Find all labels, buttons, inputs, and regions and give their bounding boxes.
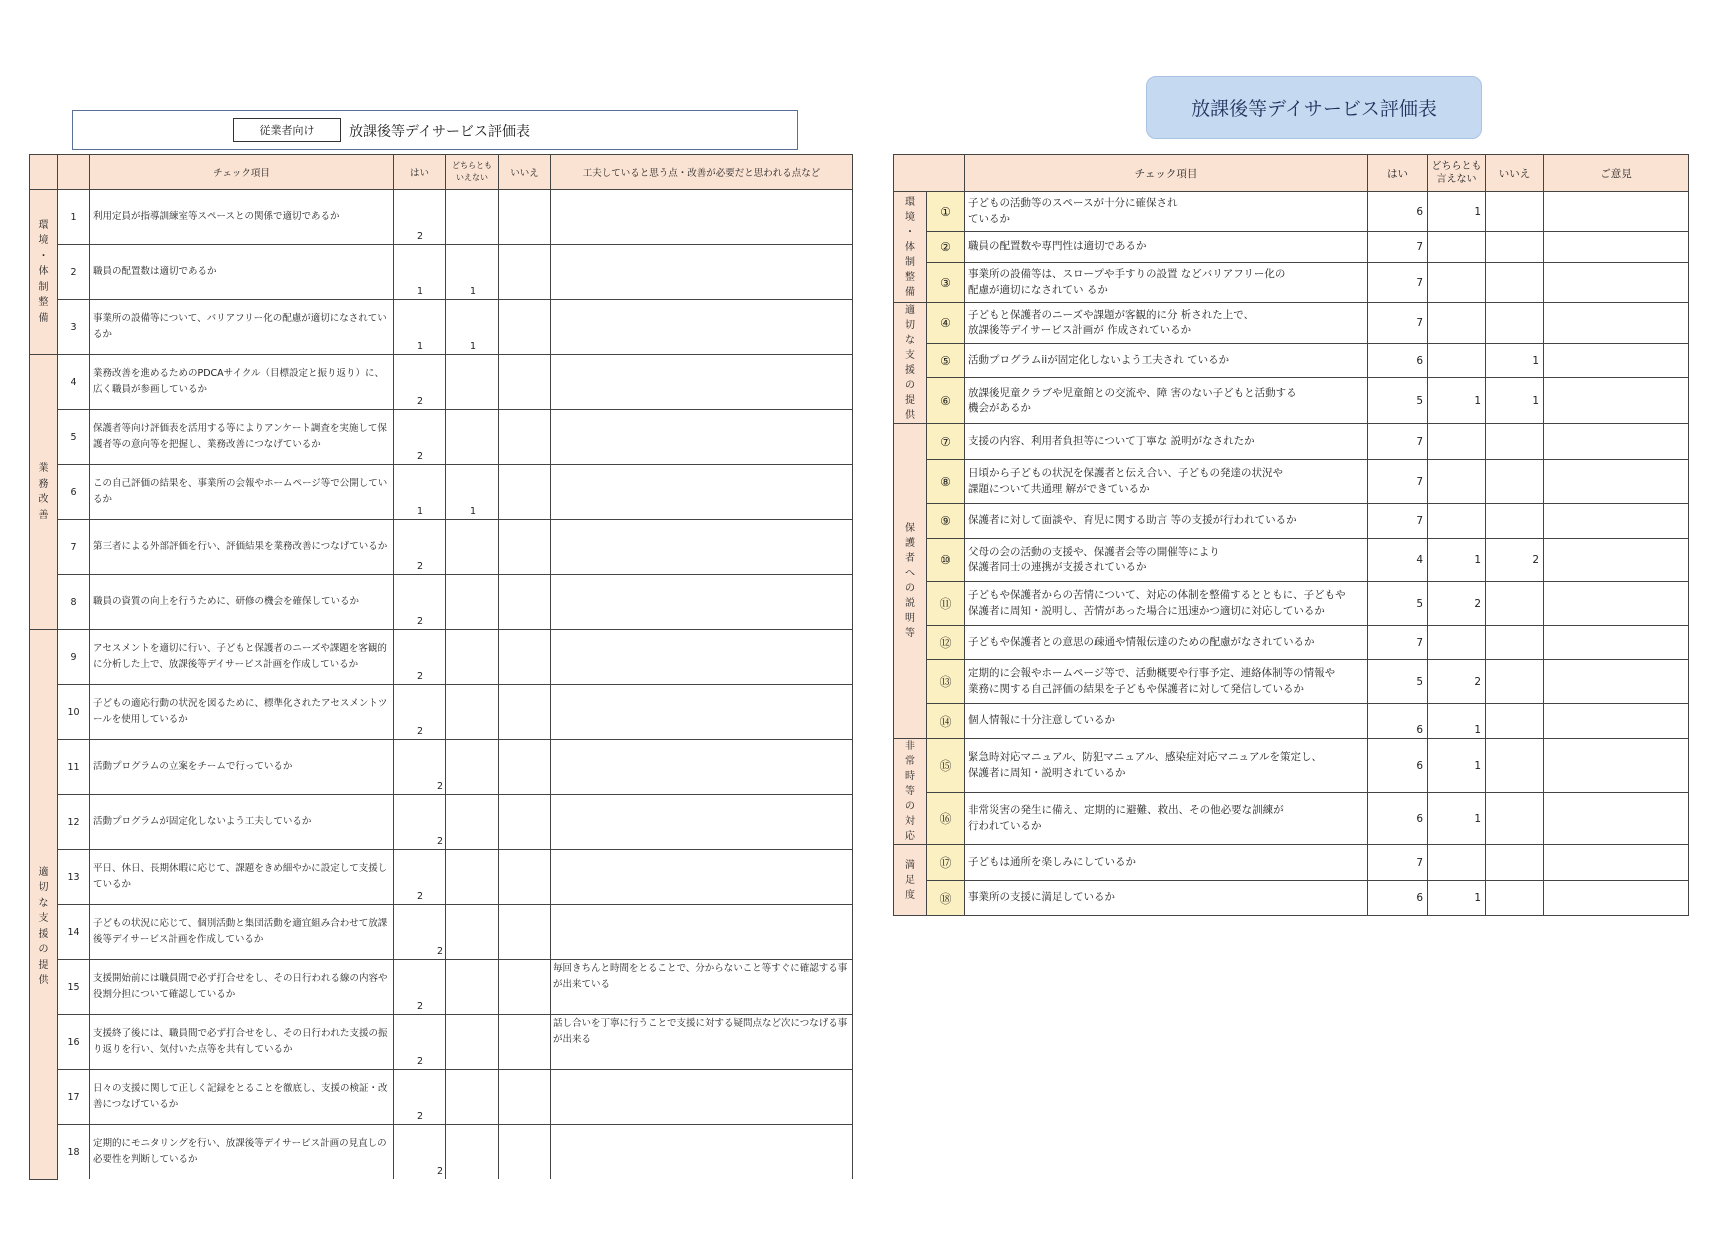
yes-count: 1 (394, 300, 446, 355)
yes-count: 2 (394, 685, 446, 740)
no-count (1486, 881, 1544, 916)
parent-sheet-title: 放課後等デイサービス評価表 (1146, 76, 1482, 139)
category-label: 保 護 者 へ の 説 明 等 (894, 424, 927, 739)
comment-cell (551, 245, 853, 300)
yes-count: 6 (1368, 793, 1428, 845)
neither-count: 1 (1428, 704, 1486, 739)
check-item-text: 平日、休日、長期休暇に応じて、課題をきめ細やかに設定して支援しているか (90, 850, 394, 905)
row-number: ⑪ (927, 582, 965, 626)
comment-cell (551, 850, 853, 905)
opinion-cell (1544, 881, 1689, 916)
category-header (894, 155, 965, 192)
opinion-cell (1544, 845, 1689, 881)
row-number: ⑮ (927, 739, 965, 793)
comment-cell (551, 905, 853, 960)
table-row (30, 740, 853, 795)
no-count (499, 300, 551, 355)
neither-count (446, 575, 499, 630)
row-number: 14 (58, 905, 90, 960)
table-row (894, 460, 1689, 504)
opinion-cell (1544, 460, 1689, 504)
row-number: 18 (58, 1125, 90, 1180)
table-row (30, 1070, 853, 1125)
row-number: 13 (58, 850, 90, 905)
no-count (499, 1015, 551, 1070)
row-number: ⑥ (927, 378, 965, 424)
table-row (30, 245, 853, 300)
table-row (894, 378, 1689, 424)
check-item-text: 活動プログラムが固定化しないよう工夫しているか (90, 795, 394, 850)
table-row (894, 539, 1689, 582)
table-row (894, 582, 1689, 626)
staff-evaluation-table (29, 154, 853, 1180)
no-count (1486, 739, 1544, 793)
neither-count: 2 (1428, 582, 1486, 626)
row-number: ⑩ (927, 539, 965, 582)
row-number: ⑱ (927, 881, 965, 916)
opinion-cell (1544, 303, 1689, 344)
no-header: いいえ (1486, 155, 1544, 192)
row-number: 9 (58, 630, 90, 685)
neither-count (446, 355, 499, 410)
neither-header: どちらとも 言えない (1428, 155, 1486, 192)
category-label: 環 境 ・ 体 制 整 備 (30, 190, 58, 355)
no-count (499, 355, 551, 410)
yes-count: 7 (1368, 504, 1428, 539)
neither-count (446, 795, 499, 850)
table-row (894, 704, 1689, 739)
table-row (30, 190, 853, 245)
yes-header: はい (394, 155, 446, 190)
row-number: 1 (58, 190, 90, 245)
check-item-text: アセスメントを適切に行い、子どもと保護者のニーズや課題を客観的に分析した上で、放課後等デイサービス計画を作成しているか (90, 630, 394, 685)
opinion-cell (1544, 344, 1689, 378)
opinion-cell (1544, 582, 1689, 626)
table-row (894, 192, 1689, 232)
neither-count (446, 190, 499, 245)
check-item-text: 定期的にモニタリングを行い、放課後等デイサービス計画の見直しの必要性を判断しているか (90, 1125, 394, 1180)
comment-cell (551, 740, 853, 795)
check-item-text: 個人情報に十分注意しているか (965, 704, 1368, 739)
opinion-cell (1544, 704, 1689, 739)
yes-count: 4 (1368, 539, 1428, 582)
check-item-text: 非常災害の発生に備え、定期的に避難、救出、その他必要な訓練が 行われているか (965, 793, 1368, 845)
no-count (499, 1125, 551, 1180)
no-count (1486, 660, 1544, 704)
check-item-text: 子どもの適応行動の状況を図るために、標準化されたアセスメントツールを使用しているか (90, 685, 394, 740)
table-header-row (894, 155, 1689, 192)
staff-header-box (72, 110, 798, 150)
row-number: 5 (58, 410, 90, 465)
yes-count: 6 (1368, 739, 1428, 793)
row-number: ⑯ (927, 793, 965, 845)
audience-tag: 従業者向け (233, 118, 341, 142)
table-row (30, 410, 853, 465)
yes-count: 7 (1368, 232, 1428, 263)
row-number: ⑫ (927, 626, 965, 660)
no-count (499, 905, 551, 960)
comment-cell (551, 300, 853, 355)
neither-count: 1 (1428, 192, 1486, 232)
table-row (894, 881, 1689, 916)
table-row (894, 626, 1689, 660)
check-item-text: 事業所の支援に満足しているか (965, 881, 1368, 916)
check-item-text: 活動プログラムの立案をチームで行っているか (90, 740, 394, 795)
yes-count: 2 (394, 1015, 446, 1070)
yes-count: 2 (394, 960, 446, 1015)
no-count (1486, 263, 1544, 303)
category-label: 非 常 時 等 の 対 応 (894, 739, 927, 845)
opinion-cell (1544, 539, 1689, 582)
no-count (1486, 582, 1544, 626)
opinion-cell (1544, 378, 1689, 424)
opinion-cell (1544, 793, 1689, 845)
no-count (499, 960, 551, 1015)
neither-count: 1 (1428, 539, 1486, 582)
category-header (30, 155, 58, 190)
table-row (894, 344, 1689, 378)
yes-header: はい (1368, 155, 1428, 192)
table-header-row (30, 155, 853, 190)
yes-count: 7 (1368, 303, 1428, 344)
comment-cell (551, 575, 853, 630)
row-number: ⑤ (927, 344, 965, 378)
no-count: 2 (1486, 539, 1544, 582)
yes-count: 7 (1368, 263, 1428, 303)
check-item-text: 子どもや保護者との意思の疎通や情報伝達のための配慮がなされているか (965, 626, 1368, 660)
neither-count: 1 (1428, 881, 1486, 916)
comment-cell (551, 685, 853, 740)
yes-count: 2 (394, 190, 446, 245)
neither-count (1428, 504, 1486, 539)
check-item-text: 日々の支援に関して正しく記録をとることを徹底し、支援の検証・改善につなげているか (90, 1070, 394, 1125)
opinion-cell (1544, 424, 1689, 460)
neither-count (446, 740, 499, 795)
yes-count: 6 (1368, 192, 1428, 232)
neither-count (1428, 424, 1486, 460)
check-item-text: 放課後児童クラブや児童館との交流や、障 害のない子どもと活動する 機会があるか (965, 378, 1368, 424)
neither-count: 1 (446, 245, 499, 300)
number-header (58, 155, 90, 190)
yes-count: 5 (1368, 378, 1428, 424)
neither-count: 2 (1428, 660, 1486, 704)
opinion-cell (1544, 192, 1689, 232)
table-row (894, 263, 1689, 303)
table-row (894, 845, 1689, 881)
no-count (499, 1070, 551, 1125)
opinion-cell (1544, 504, 1689, 539)
check-item-header: チェック項目 (965, 155, 1368, 192)
comment-cell: 毎回きちんと時間をとることで、分からないこと等すぐに確認する事が出来ている (551, 960, 853, 1015)
table-row (30, 905, 853, 960)
no-count (1486, 793, 1544, 845)
category-label: 適 切 な 支 援 の 提 供 (894, 303, 927, 424)
check-item-text: 支援の内容、利用者負担等について丁寧な 説明がなされたか (965, 424, 1368, 460)
comment-cell: 話し合いを丁寧に行うことで支援に対する疑問点など次につなげる事が出来る (551, 1015, 853, 1070)
table-row (894, 660, 1689, 704)
neither-count: 1 (1428, 378, 1486, 424)
row-number: 6 (58, 465, 90, 520)
no-count: 1 (1486, 378, 1544, 424)
neither-count (446, 850, 499, 905)
parent-evaluation-table (893, 154, 1689, 916)
category-label: 業 務 改 善 (30, 355, 58, 630)
comment-cell (551, 795, 853, 850)
neither-count (446, 630, 499, 685)
yes-count: 7 (1368, 845, 1428, 881)
check-item-text: 第三者による外部評価を行い、評価結果を業務改善につなげているか (90, 520, 394, 575)
opinion-cell (1544, 739, 1689, 793)
neither-count (446, 685, 499, 740)
check-item-text: 職員の資質の向上を行うために、研修の機会を確保しているか (90, 575, 394, 630)
row-number: 2 (58, 245, 90, 300)
check-item-text: 支援終了後には、職員間で必ず打合せをし、その日行われた支援の振り返りを行い、気付いた点等を共有しているか (90, 1015, 394, 1070)
table-row (30, 465, 853, 520)
yes-count: 2 (394, 905, 446, 960)
no-count (499, 740, 551, 795)
check-item-text: 事業所の設備等について、バリアフリー化の配慮が適切になされているか (90, 300, 394, 355)
table-row (30, 355, 853, 410)
check-item-header: チェック項目 (90, 155, 394, 190)
no-count (1486, 845, 1544, 881)
neither-count (446, 520, 499, 575)
no-count (499, 520, 551, 575)
no-count (1486, 232, 1544, 263)
yes-count: 2 (394, 1125, 446, 1180)
neither-count (446, 1070, 499, 1125)
row-number: 8 (58, 575, 90, 630)
row-number: 17 (58, 1070, 90, 1125)
check-item-text: 保護者等向け評価表を活用する等によりアンケート調査を実施して保護者等の意向等を把握し、業務改善につなげているか (90, 410, 394, 465)
no-count (1486, 303, 1544, 344)
yes-count: 6 (1368, 704, 1428, 739)
yes-count: 2 (394, 795, 446, 850)
comment-cell (551, 1070, 853, 1125)
row-number: 11 (58, 740, 90, 795)
check-item-text: 子どもや保護者からの苦情について、対応の体制を整備するとともに、子どもや 保護者に周知・説明し、苦情があった場合に迅速かつ適切に対応しているか (965, 582, 1368, 626)
check-item-text: 事業所の設備等は、スロープや手すりの設置 などバリアフリー化の 配慮が適切になされてい るか (965, 263, 1368, 303)
row-number: 4 (58, 355, 90, 410)
yes-count: 7 (1368, 424, 1428, 460)
no-count (499, 190, 551, 245)
neither-count (446, 905, 499, 960)
table-row (30, 960, 853, 1015)
comment-cell (551, 355, 853, 410)
table-row (30, 685, 853, 740)
neither-count (1428, 460, 1486, 504)
check-item-text: 子どもは通所を楽しみにしているか (965, 845, 1368, 881)
table-row (30, 850, 853, 905)
row-number: ⑧ (927, 460, 965, 504)
opinion-cell (1544, 263, 1689, 303)
table-row (894, 232, 1689, 263)
comment-cell (551, 630, 853, 685)
row-number: 10 (58, 685, 90, 740)
neither-count (1428, 626, 1486, 660)
check-item-text: 子どもの活動等のスペースが十分に確保され ているか (965, 192, 1368, 232)
no-count (499, 410, 551, 465)
neither-count (1428, 344, 1486, 378)
row-number: 7 (58, 520, 90, 575)
table-row (894, 424, 1689, 460)
neither-count (446, 410, 499, 465)
check-item-text: 職員の配置数や専門性は適切であるか (965, 232, 1368, 263)
row-number: ⑰ (927, 845, 965, 881)
opinion-cell (1544, 660, 1689, 704)
table-row (30, 300, 853, 355)
row-number: ① (927, 192, 965, 232)
yes-count: 2 (394, 1070, 446, 1125)
yes-count: 5 (1368, 660, 1428, 704)
no-count (499, 575, 551, 630)
no-count (499, 685, 551, 740)
no-count (499, 630, 551, 685)
row-number: ④ (927, 303, 965, 344)
yes-count: 2 (394, 630, 446, 685)
no-count (499, 245, 551, 300)
check-item-text: 定期的に会報やホームページ等で、活動概要や行事予定、連絡体制等の情報や 業務に関する自己評価の結果を子どもや保護者に対して発信しているか (965, 660, 1368, 704)
neither-count: 1 (1428, 739, 1486, 793)
comment-header: 工夫していると思う点・改善が必要だと思われる点など (551, 155, 853, 190)
comment-cell (551, 520, 853, 575)
check-item-text: 子どもの状況に応じて、個別活動と集団活動を適宜組み合わせて放課後等デイサービス計画を作成しているか (90, 905, 394, 960)
yes-count: 2 (394, 355, 446, 410)
row-number: 3 (58, 300, 90, 355)
comment-cell (551, 1125, 853, 1180)
neither-count (1428, 845, 1486, 881)
yes-count: 7 (1368, 626, 1428, 660)
table-row (894, 793, 1689, 845)
yes-count: 1 (394, 245, 446, 300)
row-number: 15 (58, 960, 90, 1015)
neither-count (446, 1125, 499, 1180)
neither-count: 1 (1428, 793, 1486, 845)
opinion-cell (1544, 626, 1689, 660)
no-count (1486, 704, 1544, 739)
yes-count: 2 (394, 410, 446, 465)
check-item-text: 利用定員が指導訓練室等スペースとの関係で適切であるか (90, 190, 394, 245)
no-count: 1 (1486, 344, 1544, 378)
check-item-text: 活動プログラムiiが固定化しないよう工夫され ているか (965, 344, 1368, 378)
table-row (30, 1125, 853, 1180)
no-header: いいえ (499, 155, 551, 190)
yes-count: 2 (394, 575, 446, 630)
check-item-text: 保護者に対して面談や、育児に関する助言 等の支援が行われているか (965, 504, 1368, 539)
neither-count (446, 1015, 499, 1070)
yes-count: 6 (1368, 881, 1428, 916)
staff-table-body (30, 190, 853, 1180)
row-number: ⑭ (927, 704, 965, 739)
neither-count: 1 (446, 465, 499, 520)
comment-cell (551, 410, 853, 465)
check-item-text: 父母の会の活動の支援や、保護者会等の開催等により 保護者同士の連携が支援されているか (965, 539, 1368, 582)
neither-count (1428, 263, 1486, 303)
comment-cell (551, 190, 853, 245)
yes-count: 7 (1368, 460, 1428, 504)
table-row (894, 504, 1689, 539)
yes-count: 1 (394, 465, 446, 520)
no-count (499, 465, 551, 520)
comment-cell (551, 465, 853, 520)
check-item-text: 支援開始前には職員間で必ず打合せをし、その日行われる線の内容や役割分担について確認しているか (90, 960, 394, 1015)
no-count (1486, 504, 1544, 539)
row-number: ⑦ (927, 424, 965, 460)
category-label: 環 境 ・ 体 制 整 備 (894, 192, 927, 303)
neither-count: 1 (446, 300, 499, 355)
check-item-text: 業務改善を進めるためのPDCAサイクル（目標設定と振り返り）に、広く職員が参画しているか (90, 355, 394, 410)
row-number: 12 (58, 795, 90, 850)
category-label: 満 足 度 (894, 845, 927, 916)
neither-count (446, 960, 499, 1015)
yes-count: 5 (1368, 582, 1428, 626)
row-number: ⑨ (927, 504, 965, 539)
no-count (1486, 424, 1544, 460)
neither-count (1428, 232, 1486, 263)
table-row (894, 739, 1689, 793)
table-row (30, 1015, 853, 1070)
yes-count: 2 (394, 740, 446, 795)
table-row (30, 795, 853, 850)
check-item-text: 職員の配置数は適切であるか (90, 245, 394, 300)
no-count (1486, 626, 1544, 660)
neither-count (1428, 303, 1486, 344)
yes-count: 2 (394, 520, 446, 575)
opinion-header: ご意見 (1544, 155, 1689, 192)
opinion-cell (1544, 232, 1689, 263)
row-number: ② (927, 232, 965, 263)
row-number: 16 (58, 1015, 90, 1070)
table-row (30, 520, 853, 575)
row-number: ③ (927, 263, 965, 303)
neither-header: どちらとも いえない (446, 155, 499, 190)
check-item-text: この自己評価の結果を、事業所の会報やホームページ等で公開しているか (90, 465, 394, 520)
category-label: 適 切 な 支 援 の 提 供 (30, 630, 58, 1180)
table-row (30, 630, 853, 685)
table-row (894, 303, 1689, 344)
check-item-text: 日頃から子どもの状況を保護者と伝え合い、子どもの発達の状況や 課題について共通理 解ができているか (965, 460, 1368, 504)
no-count (1486, 192, 1544, 232)
no-count (499, 795, 551, 850)
parent-table-body (894, 192, 1689, 916)
check-item-text: 緊急時対応マニュアル、防犯マニュアル、感染症対応マニュアルを策定し、 保護者に周知・説明されているか (965, 739, 1368, 793)
no-count (1486, 460, 1544, 504)
row-number: ⑬ (927, 660, 965, 704)
staff-sheet-title: 放課後等デイサービス評価表 (349, 124, 531, 140)
table-row (30, 575, 853, 630)
check-item-text: 子どもと保護者のニーズや課題が客観的に分 析された上で、 放課後等デイサービス計画が 作成されているか (965, 303, 1368, 344)
yes-count: 2 (394, 850, 446, 905)
no-count (499, 850, 551, 905)
yes-count: 6 (1368, 344, 1428, 378)
